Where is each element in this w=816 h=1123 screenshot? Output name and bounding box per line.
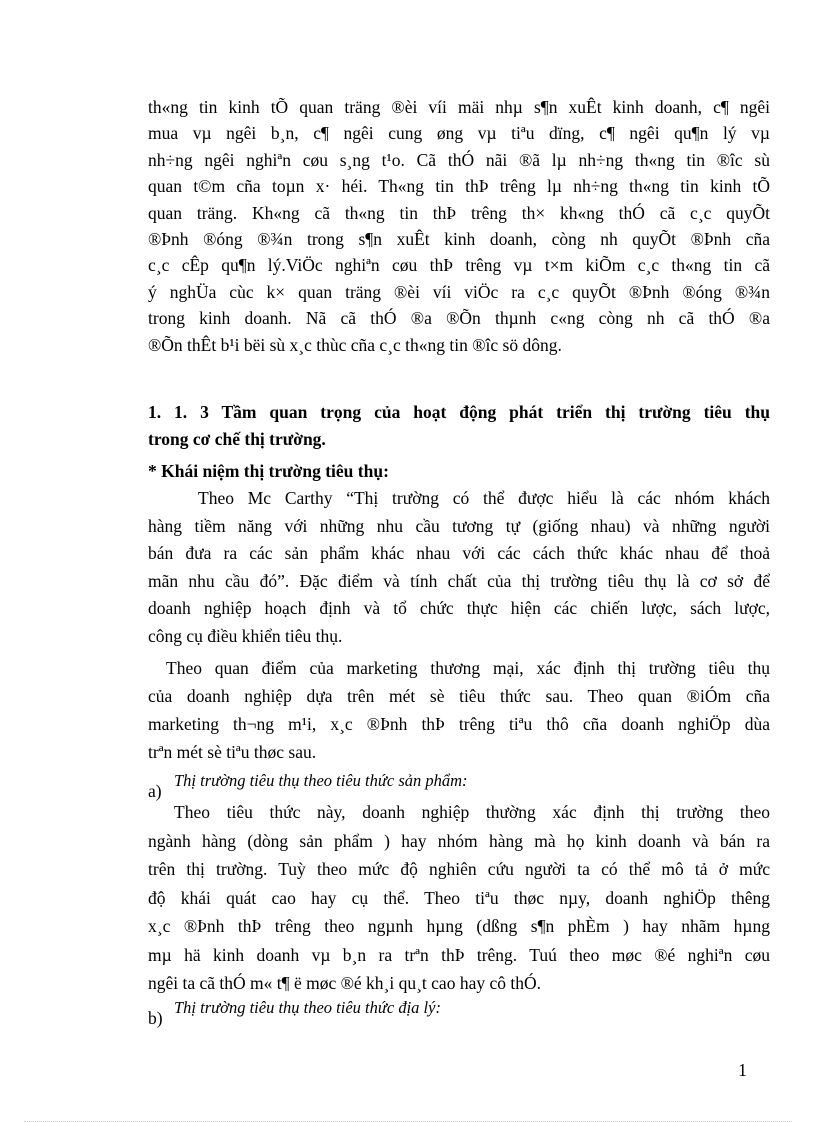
text-line: marketing th¬ng m¹i, x¸c ®Þnh thÞ trêng tiªu thô cña doanh nghiÖp dùa	[148, 714, 770, 734]
paragraph-marketing-viewpoint	[148, 654, 770, 766]
text-line: th«ng tin kinh tÕ quan träng ®èi víi mäi nhµ s¶n xuÊt kinh doanh, c¶ ngêi	[148, 97, 770, 117]
list-marker: b)	[148, 1008, 163, 1028]
text-line: ngành hàng (dòng sản phẩm ) hay nhóm hàng mà họ kinh doanh và bán ra	[148, 830, 770, 851]
section-heading	[148, 399, 770, 453]
text-line: nh÷ng ngêi nghiªn cøu s¸ng t¹o. Cã thÓ nãi ®ã lµ nh÷ng th«ng tin ®îc sù	[148, 149, 770, 170]
text-line: hàng tiềm năng với những nhu cầu tương tự (giống nhau) và những người	[148, 515, 770, 536]
text-line: của doanh nghiệp dựa trên mét sè tiêu thức sau. Theo quan ®iÓm cña	[148, 686, 770, 706]
list-marker: a)	[148, 781, 162, 801]
text-line: mµ hä kinh doanh vµ b¸n ra trªn thÞ trêng. Tuú theo møc ®é nghiªn cøu	[148, 944, 770, 965]
list-item-label: Thị trường tiêu thụ theo tiêu thức sản phẩm:	[174, 771, 468, 790]
text-line: ngêi ta cã thÓ m« t¶ ë møc ®é kh¸i qu¸t cao hay cô thÓ.	[148, 973, 541, 993]
text-line: c¸c cÊp qu¶n lý.ViÖc nghiªn cøu thÞ trêng vµ t×m kiÕm c¸c th«ng tin cã	[148, 255, 770, 276]
text-line: doanh nghiệp hoạch định và tổ chức thực hiện các chiến lược, sách lược,	[148, 598, 770, 618]
paragraph-mc-carthy-definition	[148, 485, 770, 650]
text-line: ®Þnh ®óng ®¾n trong s¶n xuÊt kinh doanh, còng nh quyÕt ®Þnh cña	[148, 229, 770, 250]
text-line: mãn nhu cầu đó”. Đặc điểm và tính chất của thị trường tiêu thụ là cơ sở để	[148, 570, 770, 591]
paragraph-product-criterion	[148, 798, 770, 998]
paragraph-market-information	[148, 94, 770, 358]
subheading-text: * Khái niệm thị trường tiêu thụ:	[148, 461, 389, 481]
text-line: Theo Mc Carthy “Thị trường có thể được hiểu là các nhóm khách	[198, 488, 770, 508]
text-line: ®Õn thÊt b¹i bëi sù x¸c thùc cña c¸c th«ng tin ®îc sö dông.	[148, 334, 562, 355]
text-line: ý nghÜa cùc k× quan träng ®èi víi viÖc ra c¸c quyÕt ®Þnh ®óng ®¾n	[148, 281, 770, 302]
heading-line: trong cơ chế thị trường.	[148, 429, 326, 449]
list-item-label: Thị trường tiêu thụ theo tiêu thức địa lý:	[174, 998, 441, 1017]
page-number: 1	[738, 1060, 747, 1080]
text-line: quan t©m cña toµn x· héi. Th«ng tin thÞ trêng lµ nh÷ng th«ng tin kinh tÕ	[148, 176, 770, 197]
text-line: trong kinh doanh. Nã cã thÓ ®a ®Õn thµnh c«ng còng nh cã thÓ ®a	[148, 308, 770, 329]
text-line: trªn mét sè tiªu thøc sau.	[148, 742, 317, 762]
text-line: mua vµ ngêi b¸n, c¶ ngêi cung øng vµ tiªu dïng, c¶ ngêi qu¶n lý vµ	[148, 123, 770, 144]
page-bottom-divider	[24, 1121, 792, 1122]
text-line: Theo tiêu thức này, doanh nghiệp thường xác định thị trường theo	[174, 802, 770, 822]
subheading-market-concept	[148, 458, 770, 484]
text-line: trên thị trường. Tuỳ theo mức độ nghiên cứu người ta có thể mô tả ở mức	[148, 859, 770, 879]
text-line: x¸c ®Þnh thÞ trêng theo ngµnh hµng (dßng s¶n phÈm ) hay nhãm hµng	[148, 916, 770, 936]
text-line: độ khái quát cao hay cụ thể. Theo tiªu thøc nµy, doanh nghiÖp thêng	[148, 887, 770, 908]
text-line: Theo quan điểm của marketing thương mại, xác định thị trường tiêu thụ	[166, 658, 770, 678]
text-line: công cụ điều khiển tiêu thụ.	[148, 625, 343, 646]
text-line: quan träng. Kh«ng cã th«ng tin thÞ trêng th× kh«ng thÓ cã c¸c quyÕt	[148, 202, 770, 223]
heading-line: 1. 1. 3 Tầm quan trọng của hoạt động phát triển thị trường tiêu thụ	[148, 402, 770, 422]
text-line: bán đưa ra các sản phẩm khác nhau với các cách thức khác nhau để thoả	[148, 543, 770, 563]
